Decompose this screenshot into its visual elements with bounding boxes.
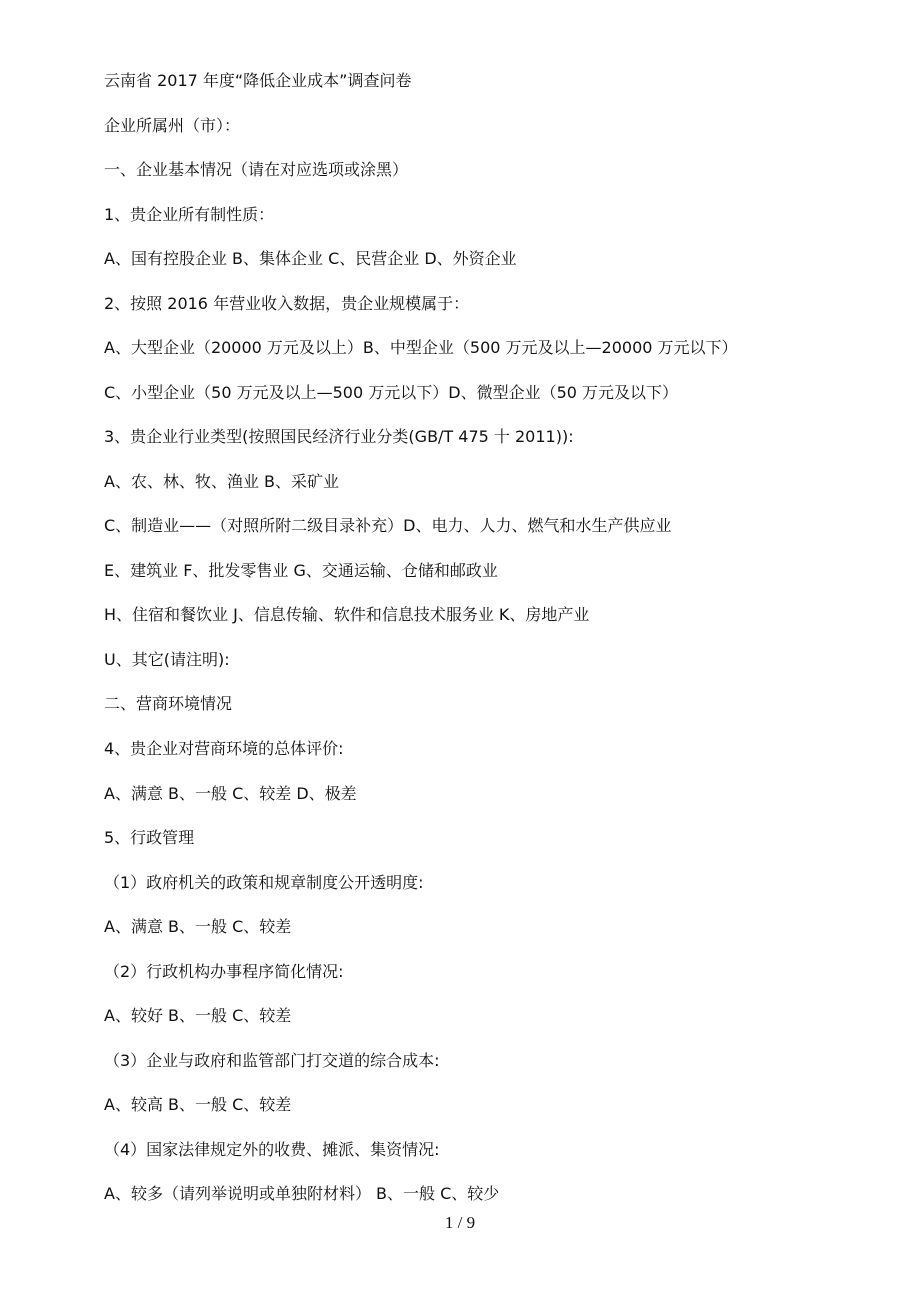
question: 3、贵企业行业类型(按照国民经济行业分类(GB/T 475 十 2011)): (104, 427, 574, 446)
question: 5、行政管理 (104, 828, 195, 847)
answer-options: C、制造业——（对照所附二级目录补充）D、电力、人力、燃气和水生产供应业 (104, 516, 672, 535)
section-heading: 二、营商环境情况 (104, 694, 233, 713)
answer-options: E、建筑业 F、批发零售业 G、交通运输、仓储和邮政业 (104, 561, 498, 580)
sub-question: （3）企业与政府和监管部门打交道的综合成本: (104, 1051, 440, 1070)
sub-question: （2）行政机构办事程序简化情况: (104, 962, 344, 981)
answer-options: A、较好 B、一般 C、较差 (104, 1006, 292, 1025)
document-title: 云南省 2017 年度“降低企业成本”调查问卷 (104, 71, 412, 90)
answer-options: A、较高 B、一般 C、较差 (104, 1095, 292, 1114)
answer-options: A、满意 B、一般 C、较差 (104, 917, 292, 936)
answer-options: A、满意 B、一般 C、较差 D、极差 (104, 784, 357, 803)
sub-question: （4）国家法律规定外的收费、摊派、集资情况: (104, 1140, 440, 1159)
question: 4、贵企业对营商环境的总体评价: (104, 739, 344, 758)
answer-options: H、住宿和餐饮业 J、信息传输、软件和信息技术服务业 K、房地产业 (104, 605, 590, 624)
question: 1、贵企业所有制性质： (104, 205, 275, 224)
answer-options: U、其它(请注明): (104, 650, 230, 669)
answer-options: A、国有控股企业 B、集体企业 C、民营企业 D、外资企业 (104, 249, 517, 268)
text-line: 企业所属州（市）： (104, 116, 241, 135)
answer-options: A、农、林、牧、渔业 B、采矿业 (104, 472, 340, 491)
section-heading: 一、企业基本情况（请在对应选项或涂黑） (104, 160, 409, 179)
sub-question: （1）政府机关的政策和规章制度公开透明度: (104, 873, 424, 892)
answer-options: A、大型企业（20000 万元及以上）B、中型企业（500 万元及以上—20000 万元以下） (104, 338, 738, 357)
page-number: 1 / 9 (444, 1213, 476, 1232)
question: 2、按照 2016 年营业收入数据，贵企业规模属于： (104, 294, 470, 313)
answer-options: C、小型企业（50 万元及以上—500 万元以下）D、微型企业（50 万元及以下） (104, 383, 679, 402)
answer-options: A、较多（请列举说明或单独附材料） B、一般 C、较少 (104, 1184, 500, 1203)
